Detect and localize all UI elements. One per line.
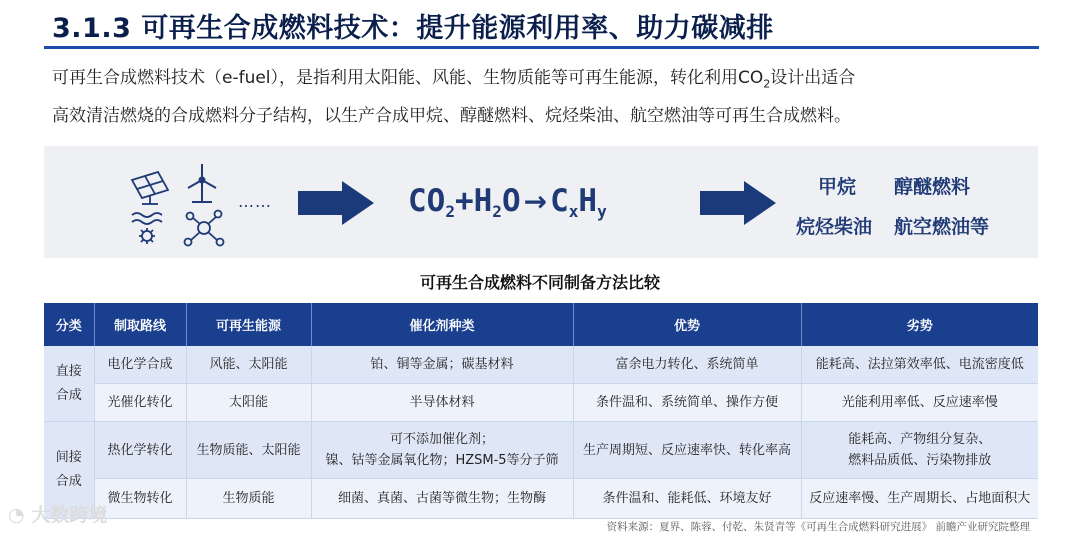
cell-route: 光催化转化 (94, 384, 186, 422)
watermark (8, 500, 107, 527)
intro-line1-pre: 可再生合成燃料技术（e-fuel），是指利用太阳能、风能、生物质能等可再生能源，转化利用CO (52, 68, 764, 88)
header-catalyst: 催化剂种类 (311, 303, 573, 346)
cell-route: 微生物转化 (94, 479, 186, 519)
cell-disadvantage-line1: 能耗高、产物组分复杂、 (848, 432, 992, 447)
cell-energy: 太阳能 (186, 384, 311, 422)
cell-disadvantage: 光能利用率低、反应速率慢 (801, 384, 1038, 422)
formula-h: H (578, 183, 598, 219)
product-methane: 甲烷 (818, 176, 857, 198)
biomass-icon (132, 213, 162, 244)
formula-arrow: → (523, 185, 548, 218)
cell-advantage: 富余电力转化、系统简单 (573, 346, 801, 384)
cell-disadvantage: 能耗高、法拉第效率低、电流密度低 (801, 346, 1038, 384)
cell-route: 电化学合成 (94, 346, 186, 384)
watermark-text: 大数跨境 (31, 504, 108, 526)
formula-co-sub: 2 (445, 202, 455, 221)
header-disadvantage: 劣势 (801, 303, 1038, 346)
header-route: 制取路线 (94, 303, 186, 346)
cell-advantage: 生产周期短、反应速率快、转化率高 (573, 422, 801, 479)
formula-c-sub: x (568, 202, 579, 221)
header-advantage: 优势 (573, 303, 801, 346)
formula-o: O (501, 183, 521, 219)
header-category: 分类 (44, 303, 94, 346)
cell-energy: 风能、太阳能 (186, 346, 311, 384)
cell-route: 热化学转化 (94, 422, 186, 479)
wind-turbine-icon (188, 164, 216, 202)
table-title: 可再生合成燃料不同制备方法比较 (419, 273, 660, 292)
table-row (44, 479, 1038, 519)
arrow-right-icon (700, 181, 776, 225)
cell-disadvantage-line2: 燃料品质低、污染物排放 (848, 453, 992, 468)
formula-h2-sub: y (597, 202, 607, 221)
product-aviation-fuel: 航空燃油等 (894, 216, 990, 238)
formula-plus-h: +H (454, 183, 493, 219)
table-row (44, 384, 1038, 422)
page-title: 3.1.3 可再生合成燃料技术：提升能源利用率、助力碳减排 (52, 13, 774, 44)
product-alkane-diesel: 烷烃柴油 (796, 216, 873, 238)
molecule-network-icon (185, 211, 224, 246)
group-direct-synthesis: 直接 合成 (44, 346, 94, 422)
more-sources-ellipsis: …… (238, 192, 272, 211)
formula-c: C (550, 183, 569, 219)
cell-catalyst: 半导体材料 (311, 384, 573, 422)
table-row (44, 422, 1038, 479)
title-divider (44, 46, 1039, 49)
table-header-row (44, 303, 1038, 346)
arrow-right-icon (298, 181, 374, 225)
intro-co2-subscript: 2 (763, 77, 771, 91)
cell-catalyst: 细菌、真菌、古菌等微生物；生物酶 (311, 479, 573, 519)
intro-paragraph (52, 62, 1042, 133)
table-row (44, 346, 1038, 384)
source-note: 资料来源：夏界、陈蓉、付乾、朱贤青等《可再生合成燃料研究进展》 前瞻产业研究院整理 (606, 521, 1030, 533)
cell-catalyst-line2: 镍、钴等金属氧化物；HZSM-5等分子筛 (325, 453, 559, 468)
cell-advantage: 条件温和、能耗低、环境友好 (573, 479, 801, 519)
header-energy: 可再生能源 (186, 303, 311, 346)
cell-disadvantage: 反应速率慢、生产周期长、占地面积大 (801, 479, 1038, 519)
comparison-table (44, 303, 1038, 519)
intro-line1-post: 设计出适合 (770, 68, 856, 88)
cell-energy: 生物质能 (186, 479, 311, 519)
cell-catalyst-line1: 可不添加催化剂； (389, 432, 494, 447)
cell-catalyst (311, 422, 573, 479)
formula-h-sub: 2 (492, 202, 502, 221)
group-indirect-synthesis: 间接 合成 (44, 422, 94, 519)
intro-line2: 高效清洁燃烧的合成燃料分子结构，以生产合成甲烷、醇醚燃料、烷烃柴油、航空燃油等可再生合成燃料。 (52, 106, 851, 127)
reaction-formula (408, 183, 607, 221)
solar-panel-icon (132, 172, 168, 204)
watermark-logo-icon: ◔ (8, 504, 32, 526)
cell-energy: 生物质能、太阳能 (186, 422, 311, 479)
formula-co: CO (408, 183, 446, 219)
cell-catalyst: 铂、铜等金属；碳基材料 (311, 346, 573, 384)
product-alcohol-ether-fuel: 醇醚燃料 (894, 176, 971, 198)
cell-disadvantage (801, 422, 1038, 479)
cell-advantage: 条件温和、系统简单、操作方便 (573, 384, 801, 422)
